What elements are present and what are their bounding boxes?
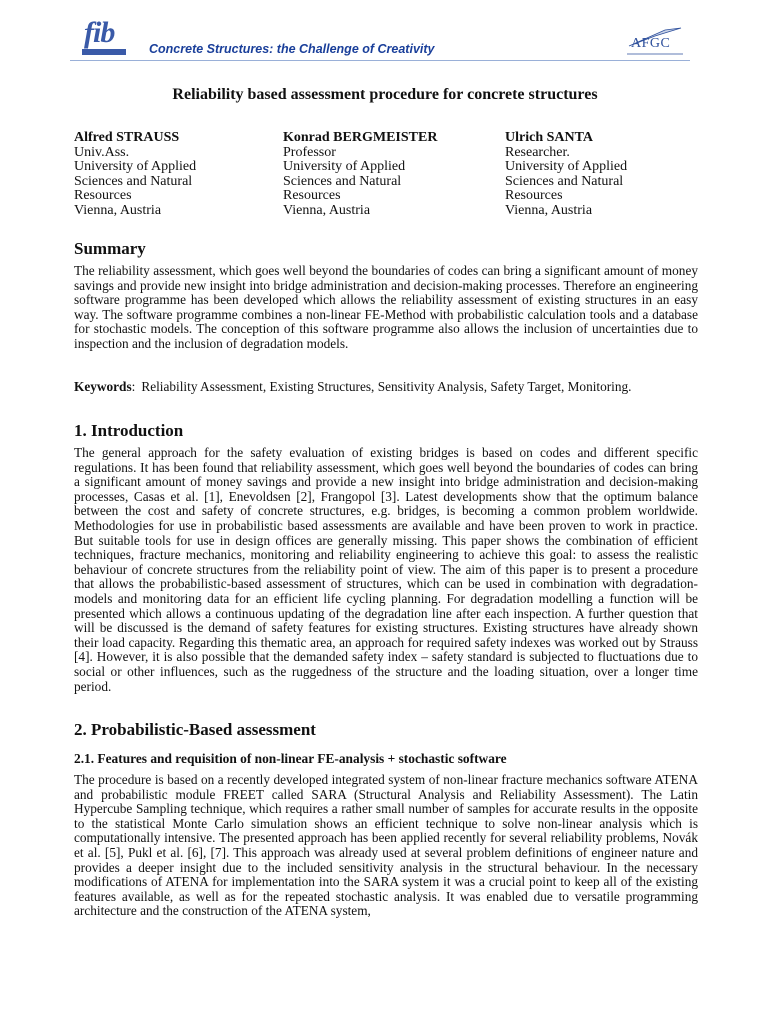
author-name: Alfred STRAUSS (74, 130, 180, 145)
author-affiliation-line: University of Applied (283, 159, 406, 175)
keywords: Keywords : Reliability Assessment, Existing Structures, Sensitivity Analysis, Safety Target, Monitoring. (74, 380, 698, 395)
afgc-logo (625, 26, 685, 60)
section-2-1-text: The procedure is based on a recently developed integrated system of non-linear fracture mechanics software ATENA and probabilistic module FREET called SARA (Structural Analysis and Reliability Assessment). The Latin Hypercube Sampling technique, which requires a rather small number of samples for accurate results in the opposite to the statistical Monte Carlo simulation shows an efficient technique to solve non-linear analysis which is computationally intensive. The presented approach has been applied recently for several reliability problems, Novák et al. [5], Pukl et al. [6], [7]. This approach was already used at several problem definitions of engineer nature and provides a deeper insight due to the included sensitivity analysis in the structural behaviour. In the necessary modifications of ATENA for implementation into the SARA system it was a crucial point to keep all of the existing features available, as well as for the repeated stochastic analysis. It was enabled due to versatile programming architecture and the construction of the ATENA system, (74, 772, 698, 919)
fib-logo-bar (82, 49, 126, 55)
author-affiliation-line: Vienna, Austria (505, 202, 593, 218)
keywords-label: Keywords (74, 379, 132, 394)
author-affiliation-line: Sciences and Natural (505, 173, 624, 189)
author-3 (505, 131, 627, 219)
author-affiliation-line: Resources (283, 188, 341, 204)
section-2-1-heading: 2.1. Features and requisition of non-linear FE-analysis + stochastic software (74, 751, 507, 766)
header-divider (70, 60, 690, 61)
author-affiliation-line: Resources (74, 188, 132, 204)
section-1-text: The general approach for the safety evaluation of existing bridges is based on codes and different specific regulations. It has been found that reliability assessment, which goes well beyond the boundaries of codes can bring a significant amount of money savings and provide a new insight into bridge administration and decision-making processes, Casas et al. [1], Enevoldsen [2], Frangopol [3]. Latest developments show that the optimum balance between the cost and safety of concrete structures, e.g. bridges, is becoming a common problem worldwide. Methodologies for use in probabilistic based assessments are available and have been proven to work in practice. But suitable tools for use in design offices are generally missing. This paper shows the combination of efficient techniques, fracture mechanics, monitoring and reliability engineering to achieve this goal: to assess the realistic behaviour of concrete structures from the reliability point of view. The aim of this paper is to present a procedure that allows the probabilistic-based assessment of structures, which can be used in combination with degradation-models and monitoring data for an efficient life cycling planning. For degradation modelling a function will be presented which allows a continuous updating of the degradation line after each inspection. A further question that will be discussed is the demand of safety features for existing structures. Existing structures have already shown their load capacity. Regarding this thematic area, an approach for required safety indexes was worked out by Strauss [4]. However, it is also possible that the demanded safety index – safety standard is subjected to fluctuations due to social or other influences, such as the ruggedness of the structure and the loading situation, over a longer time period. (74, 445, 698, 694)
author-name: Ulrich SANTA (505, 130, 594, 145)
author-affiliation-line: Researcher. (505, 144, 570, 160)
section-2-heading: 2. Probabilistic-Based assessment (74, 720, 316, 739)
afgc-logo-text: AFGC (631, 36, 671, 51)
fib-logo-text: fib (84, 16, 115, 49)
summary-heading: Summary (74, 239, 146, 258)
author-affiliation-line: University of Applied (505, 159, 628, 175)
author-affiliation-line: Vienna, Austria (74, 202, 162, 218)
author-affiliation-line: Vienna, Austria (283, 202, 371, 218)
keywords-text: Reliability Assessment, Existing Structures, Sensitivity Analysis, Safety Target, Monitoring. (141, 379, 632, 394)
author-affiliation-line: University of Applied (74, 159, 197, 175)
author-affiliation-line: Sciences and Natural (74, 173, 193, 189)
section-1-heading: 1. Introduction (74, 421, 184, 440)
author-affiliation-line: Resources (505, 188, 563, 204)
author-1 (74, 131, 196, 219)
author-affiliation-line: Univ.Ass. (74, 144, 130, 160)
author-2 (283, 131, 437, 219)
page-header (0, 0, 770, 64)
summary-text: The reliability assessment, which goes well beyond the boundaries of codes can bring a significant amount of money savings and provide new insight into bridge administration and decision-making processes. Therefore an engineering software programme has been developed which allows the reliability assessment of existing structures in an easy way. The software programme combines a non-linear FE-Method with probabilistic calculation tools and a database for stochastic models. The conception of this software programme also allows the inclusion of uncertainties due to inspection and the inclusion of degradation models. (74, 263, 698, 351)
paper-title: Reliability based assessment procedure for concrete structures (172, 86, 598, 103)
fib-logo (82, 18, 128, 56)
author-affiliation-line: Professor (283, 144, 336, 160)
running-title: Concrete Structures: the Challenge of Creativity (149, 42, 435, 56)
author-name: Konrad BERGMEISTER (283, 130, 438, 145)
author-affiliation-line: Sciences and Natural (283, 173, 402, 189)
